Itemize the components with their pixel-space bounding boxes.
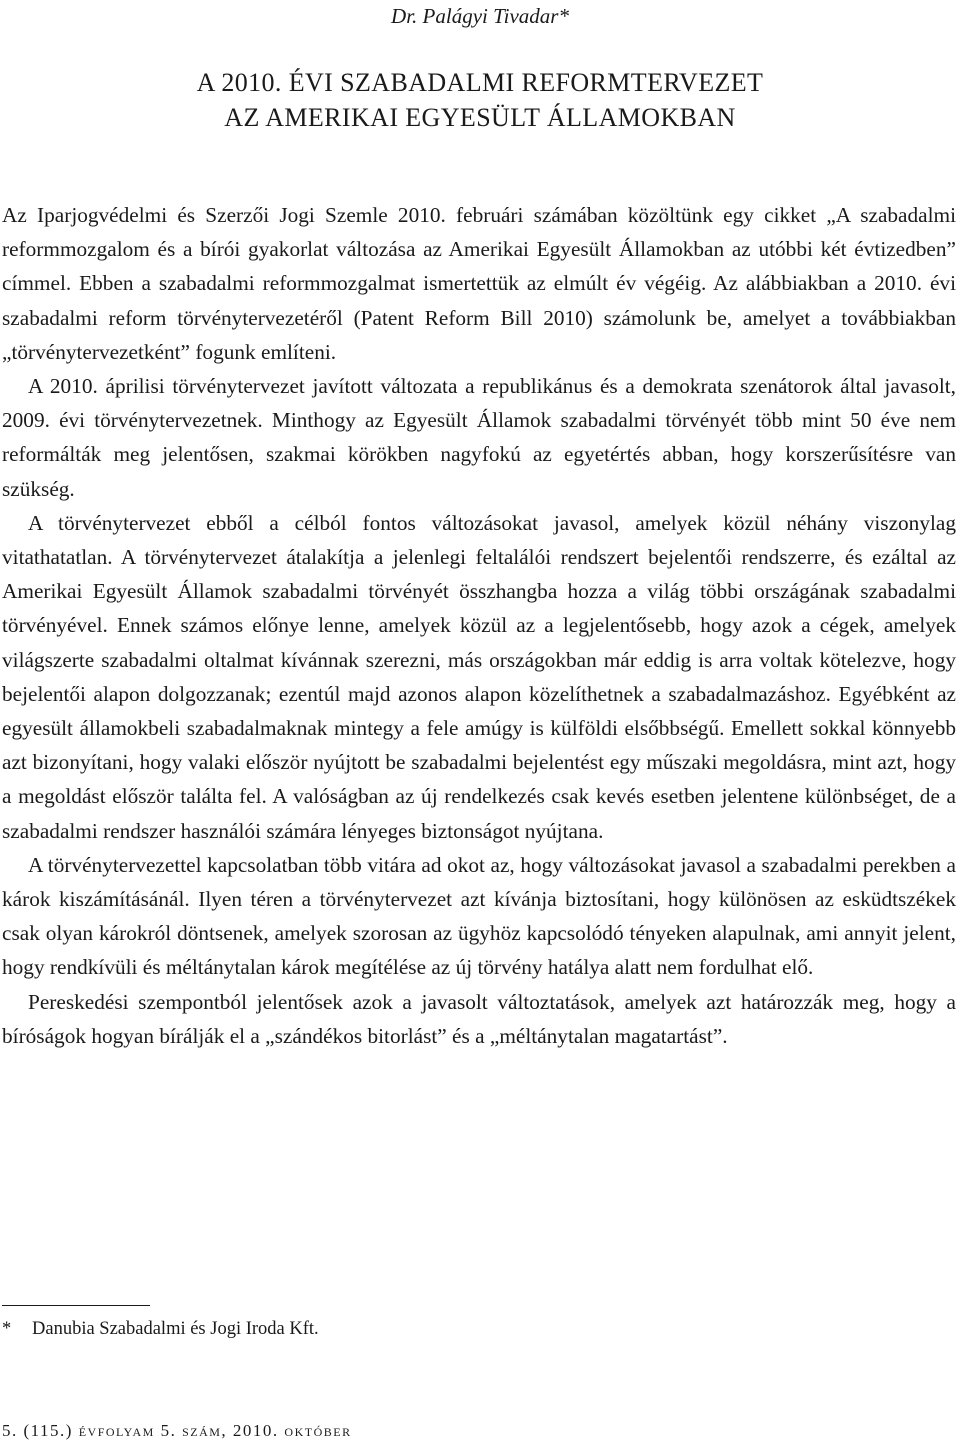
paragraph: A törvénytervezet ebből a célból fontos változásokat javasol, amelyek közül néhány viszonylag vitathatatlan. A törvénytervezet átalakítja a jelenlegi feltalálói rendszert bejelentői rendszerre, és ezáltal az Amerikai Egyesült Államok szabadalmi törvényét összhangba hozza a világ többi országának szabadalmi törvényével. Ennek számos előnye lenne, amelyek közül az a legjelentősebb, hogy azok a cégek, amelyek világszerte szabadalmi oltalmat kívánnak szerezni, más országokban már eddig is arra voltak kötelezve, hogy bejelentői alapon dolgozzanak; ezentúl majd azonos alapon közelíthetnek a szabadalmazáshoz. Egyébként az egyesült államokbeli szabadalmaknak mintegy a fele amúgy is külföldi elsőbbségű. Emellett sokkal könnyebb azt bizonyítani, hogy valaki először nyújtott be szabadalmi bejelentést egy műszaki megoldásra, mint azt, hogy a megoldást először találta fel. A valóságban az új rendelkezés csak kevés esetben jelentene különbséget, de a szabadalmi rendszer használói számára lényeges biztonságot nyújtana.	[2, 510, 956, 843]
footnote-divider	[2, 1305, 150, 1306]
title-line-1: A 2010. ÉVI SZABADALMI REFORMTERVEZET	[196, 68, 764, 97]
footnote-mark: *	[2, 1319, 12, 1339]
paragraph: A törvénytervezettel kapcsolatban több vitára ad okot az, hogy változásokat javasol a szabadalmi perekben a károk kiszámításánál. Ilyen téren a törvénytervezet azt kívánja biztosítani, hogy különösen az esküdtszékek csak olyan károkról döntsenek, amelyek szorosan az ügyhöz kapcsolódó tényeken alapulnak, ami annyit jelent, hogy rendkívüli és méltánytalan károk megítélése az új törvény hatálya alatt nem fordulhat elő.	[2, 852, 956, 980]
footnote-text: Danubia Szabadalmi és Jogi Iroda Kft.	[32, 1319, 319, 1339]
page-footer: 5. (115.) évfolyam 5. szám, 2010. október	[2, 1421, 352, 1440]
article-title	[0, 65, 960, 135]
article-body	[2, 198, 956, 1053]
paragraph: A 2010. áprilisi törvénytervezet javított változata a republikánus és a demokrata szenátorok által javasolt, 2009. évi törvénytervezetnek. Minthogy az Egyesült Államok szabadalmi törvényét több mint 50 éve nem reformálták meg jelentősen, szakmai körökben nagyfokú az egyetértés abban, hogy korszerűsítésre van szükség.	[2, 374, 956, 501]
footnote	[2, 1317, 702, 1341]
paragraph: Az Iparjogvédelmi és Szerzői Jogi Szemle 2010. februári számában közöltünk egy cikket „A szabadalmi reformmozgalom és a bírói gyakorlat változása az Amerikai Egyesült Államokban az utóbbi két évtizedben” címmel. Ebben a szabadalmi reformmozgalmat ismertettük az elmúlt év végéig. Az alábbiakban a 2010. évi szabadalmi reform törvénytervezetéről (Patent Reform Bill 2010) számolunk be, amelyet a továbbiakban „törvénytervezetként” fogunk említeni.	[2, 203, 956, 364]
title-line-2: AZ AMERIKAI EGYESÜLT ÁLLAMOKBAN	[224, 103, 736, 132]
paragraph: Pereskedési szempontból jelentősek azok a javasolt változtatások, amelyek azt határozzák meg, hogy a bíróságok hogyan bírálják el a „szándékos bitorlást” és a „méltánytalan magatartást”.	[2, 989, 956, 1048]
author-name: Dr. Palágyi Tivadar*	[391, 4, 569, 28]
